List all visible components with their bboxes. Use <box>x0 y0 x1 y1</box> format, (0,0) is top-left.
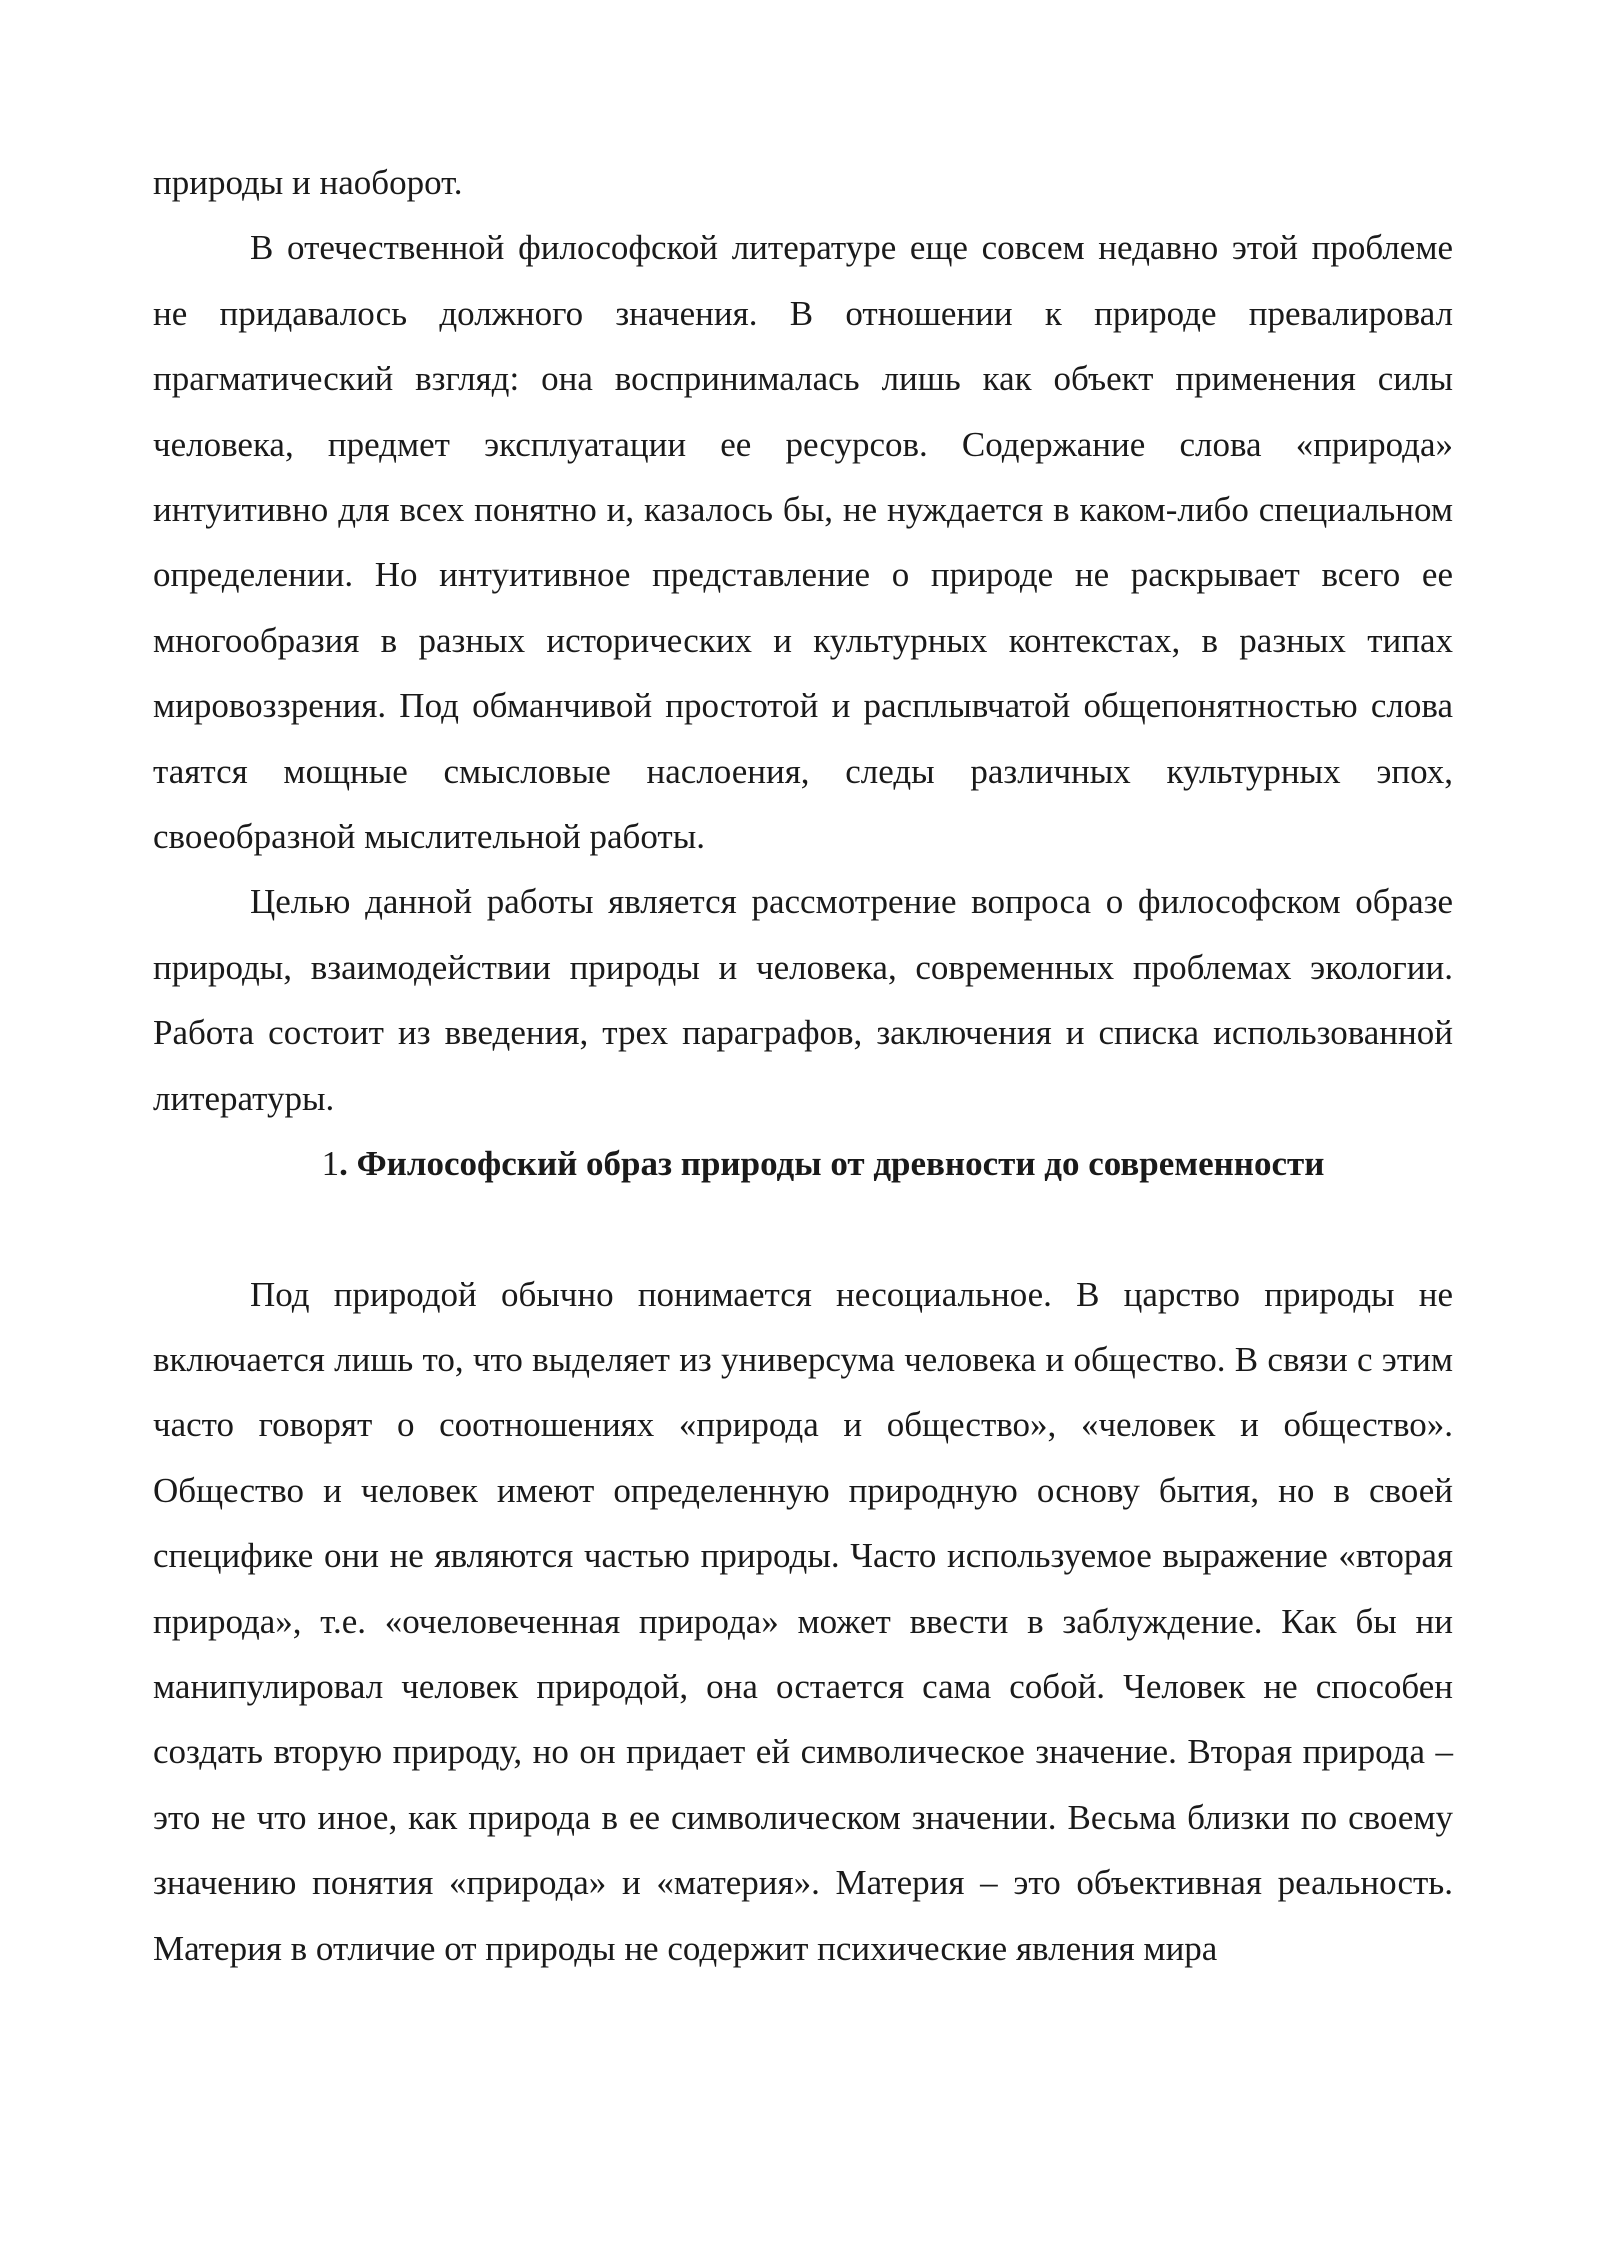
section-title: . Философский образ природы от древности до современности <box>339 1144 1325 1184</box>
document-page <box>153 150 1453 1981</box>
paragraph-work-goal: Целью данной работы является рассмотрение вопроса о философском образе природы, взаимодействии природы и человека, современных проблемах экологии. Работа состоит из введения, трех параграфов, заключения и списка использованной литературы. <box>153 882 1453 1118</box>
paragraph-nature-definition: Под природой обычно понимается несоциальное. В царство природы не включается лишь то, что выделяет из универсума человека и общество. В связи с этим часто говорят о соотношениях «природа и общество», «человек и общество». Общество и человек имеют определенную природную основу бытия, но в своей специфике они не являются частью природы. Часто используемое выражение «вторая природа», т.е. «очеловеченная природа» может ввести в заблуждение. Как бы ни манипулировал человек природой, она остается сама собой. Человек не способен создать вторую природу, но он придает ей символическое значение. Вторая природа – это не что иное, как природа в ее символическом значении. Весьма близки по своему значению понятия «природа» и «материя». Материя – это объективная реальность. Материя в отличие от природы не содержит психические явления мира <box>153 1274 1453 1968</box>
heading-spacer <box>153 1197 1453 1262</box>
paragraph-continuation: природы и наоборот. <box>153 163 463 202</box>
section-heading <box>153 1131 1453 1196</box>
section-number: 1 <box>321 1144 340 1184</box>
paragraph-domestic-literature: В отечественной философской литературе еще совсем недавно этой проблеме не придавалось должного значения. В отношении к природе превалировал прагматический взгляд: она воспринималась лишь как объект применения силы человека, предмет эксплуатации ее ресурсов. Содержание слова «природа» интуитивно для всех понятно и, казалось бы, не нуждается в каком-либо специальном определении. Но интуитивное представление о природе не раскрывает всего ее многообразия в разных исторических и культурных контекстах, в разных типах мировоззрения. Под обманчивой простотой и расплывчатой общепонятностью слова таятся мощные смысловые наслоения, следы различных культурных эпох, своеобразной мыслительной работы. <box>153 228 1453 857</box>
